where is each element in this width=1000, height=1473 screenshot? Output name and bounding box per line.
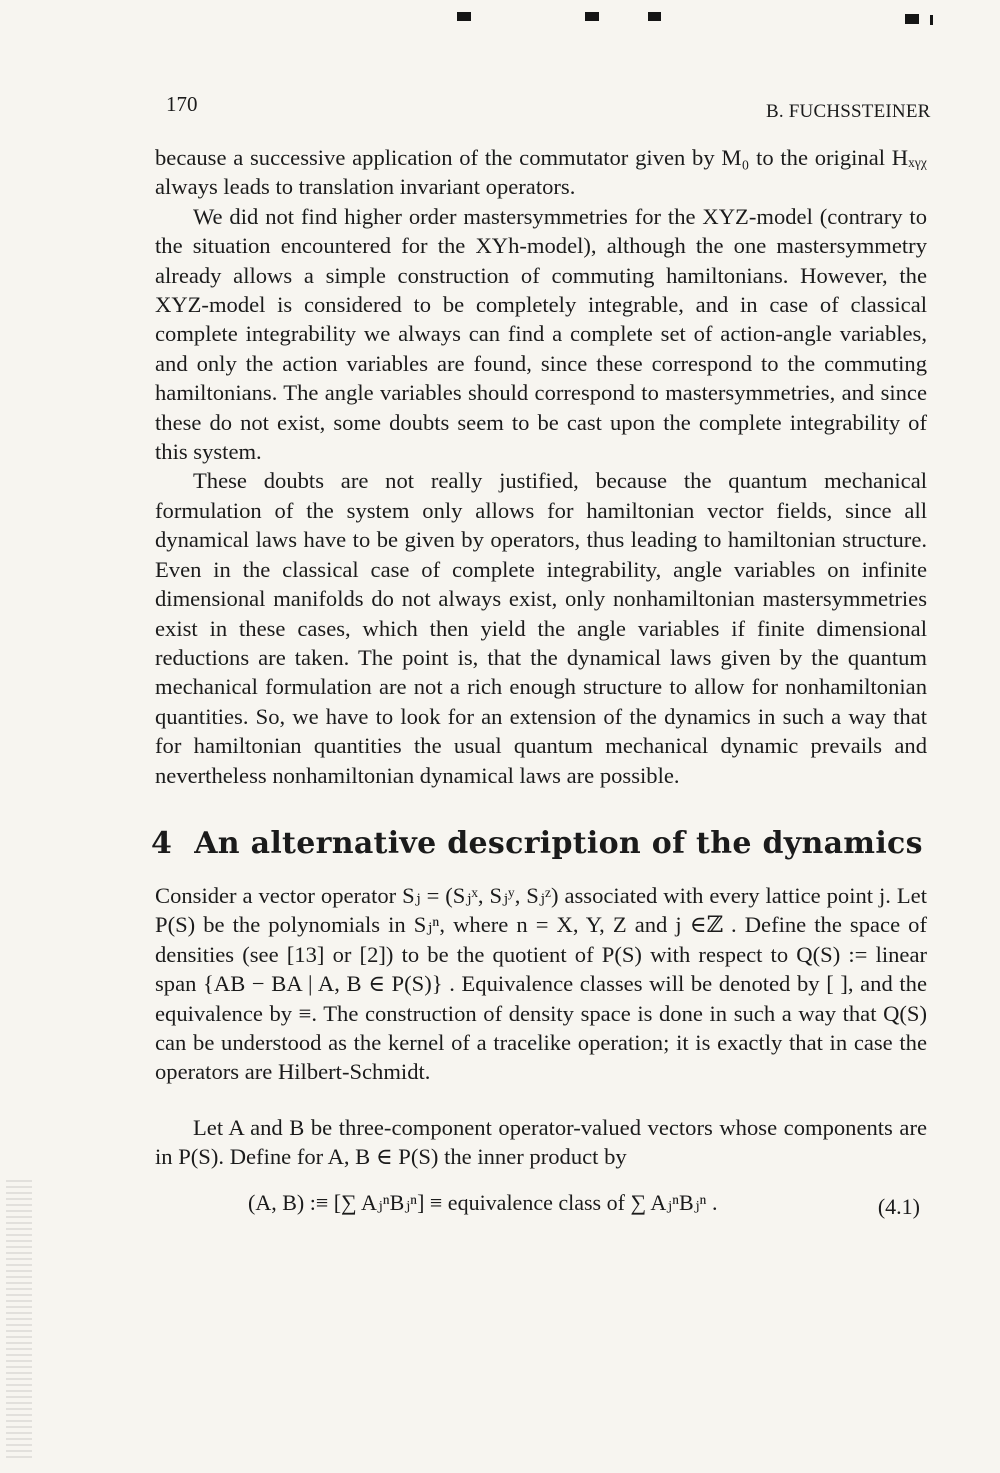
paragraph: Let A and B be three-component operator-valued vectors whose components are in P(S). Define for A, B ∈ P(S) the inner product by: [155, 1115, 927, 1170]
scan-mark: [905, 14, 919, 24]
scan-mark: [457, 12, 471, 21]
scan-edge-noise: [6, 1180, 32, 1460]
equation-body: (A, B) :≡ [∑ AⱼⁿBⱼⁿ] ≡ equivalence class of ∑ AⱼⁿBⱼⁿ .: [248, 1190, 718, 1215]
text-block-inner-product: [155, 1113, 927, 1172]
running-head: B. FUCHSSTEINER: [766, 101, 931, 122]
equation-4-1: [248, 1190, 920, 1230]
paragraph: because a successive application of the commutator given by M₀ to the original Hₓᵧᵪ always leads to translation invariant operators.: [155, 145, 927, 200]
page-number: 170: [166, 92, 198, 116]
paragraph: Consider a vector operator Sⱼ = (Sⱼˣ, Sⱼʸ, Sⱼᶻ) associated with every lattice point j. Let P(S) be the polynomials in Sⱼⁿ, where n = X, Y, Z and j ∈ℤ . Define the space of densities (see [13] or [2]) to be the quotient of P(S) with respect to Q(S) := linear span {AB − BA | A, B ∈ P(S)} . Equivalence classes will be denoted by [ ], and the equivalence by ≡. The construction of density space is done in such a way that Q(S) can be understood as the kernel of a tracelike operation; it is exactly that in case the operators are Hilbert-Schmidt.: [155, 883, 927, 1085]
section-number: 4: [151, 826, 173, 861]
scan-mark: [648, 12, 661, 21]
text-block-before-section: [155, 143, 927, 790]
scan-mark: [585, 12, 599, 21]
section-title: An alternative description of the dynamics: [194, 826, 923, 861]
text-block-after-section: [155, 881, 927, 1087]
section-heading: [151, 826, 923, 861]
paragraph: These doubts are not really justified, because the quantum mechanical formulation of the system only allows for hamiltonian vector fields, since all dynamical laws have to be given by operators, thus leading to hamiltonian structure. Even in the classical case of complete integrability, angle variables on infinite dimensional manifolds do not always exist, only nonhamiltonian mastersymmetries exist in these cases, which then yield the angle variables if finite dimensional reductions are taken. The point is, that the dynamical laws given by the quantum mechanical formulation are not a rich enough structure to allow for nonhamiltonian quantities. So, we have to look for an extension of the dynamics in such a way that for hamiltonian quantities the usual quantum mechanical dynamic prevails and nevertheless nonhamiltonian dynamical laws are possible.: [155, 468, 927, 788]
equation-label: (4.1): [877, 1194, 920, 1219]
scan-mark: [930, 15, 933, 25]
paragraph: We did not find higher order mastersymmetries for the XYZ-model (contrary to the situation encountered for the XYh-model), although the one mastersymmetry already allows a simple construction of commuting hamiltonians. However, the XYZ-model is considered to be completely integrable, and in case of classical complete integrability we always can find a complete set of action-angle variables, and only the action variables are found, since these correspond to the commuting hamiltonians. The angle variables should correspond to mastersymmetries, and since these do not exist, some doubts seem to be cast upon the complete integrability of this system.: [155, 203, 927, 465]
